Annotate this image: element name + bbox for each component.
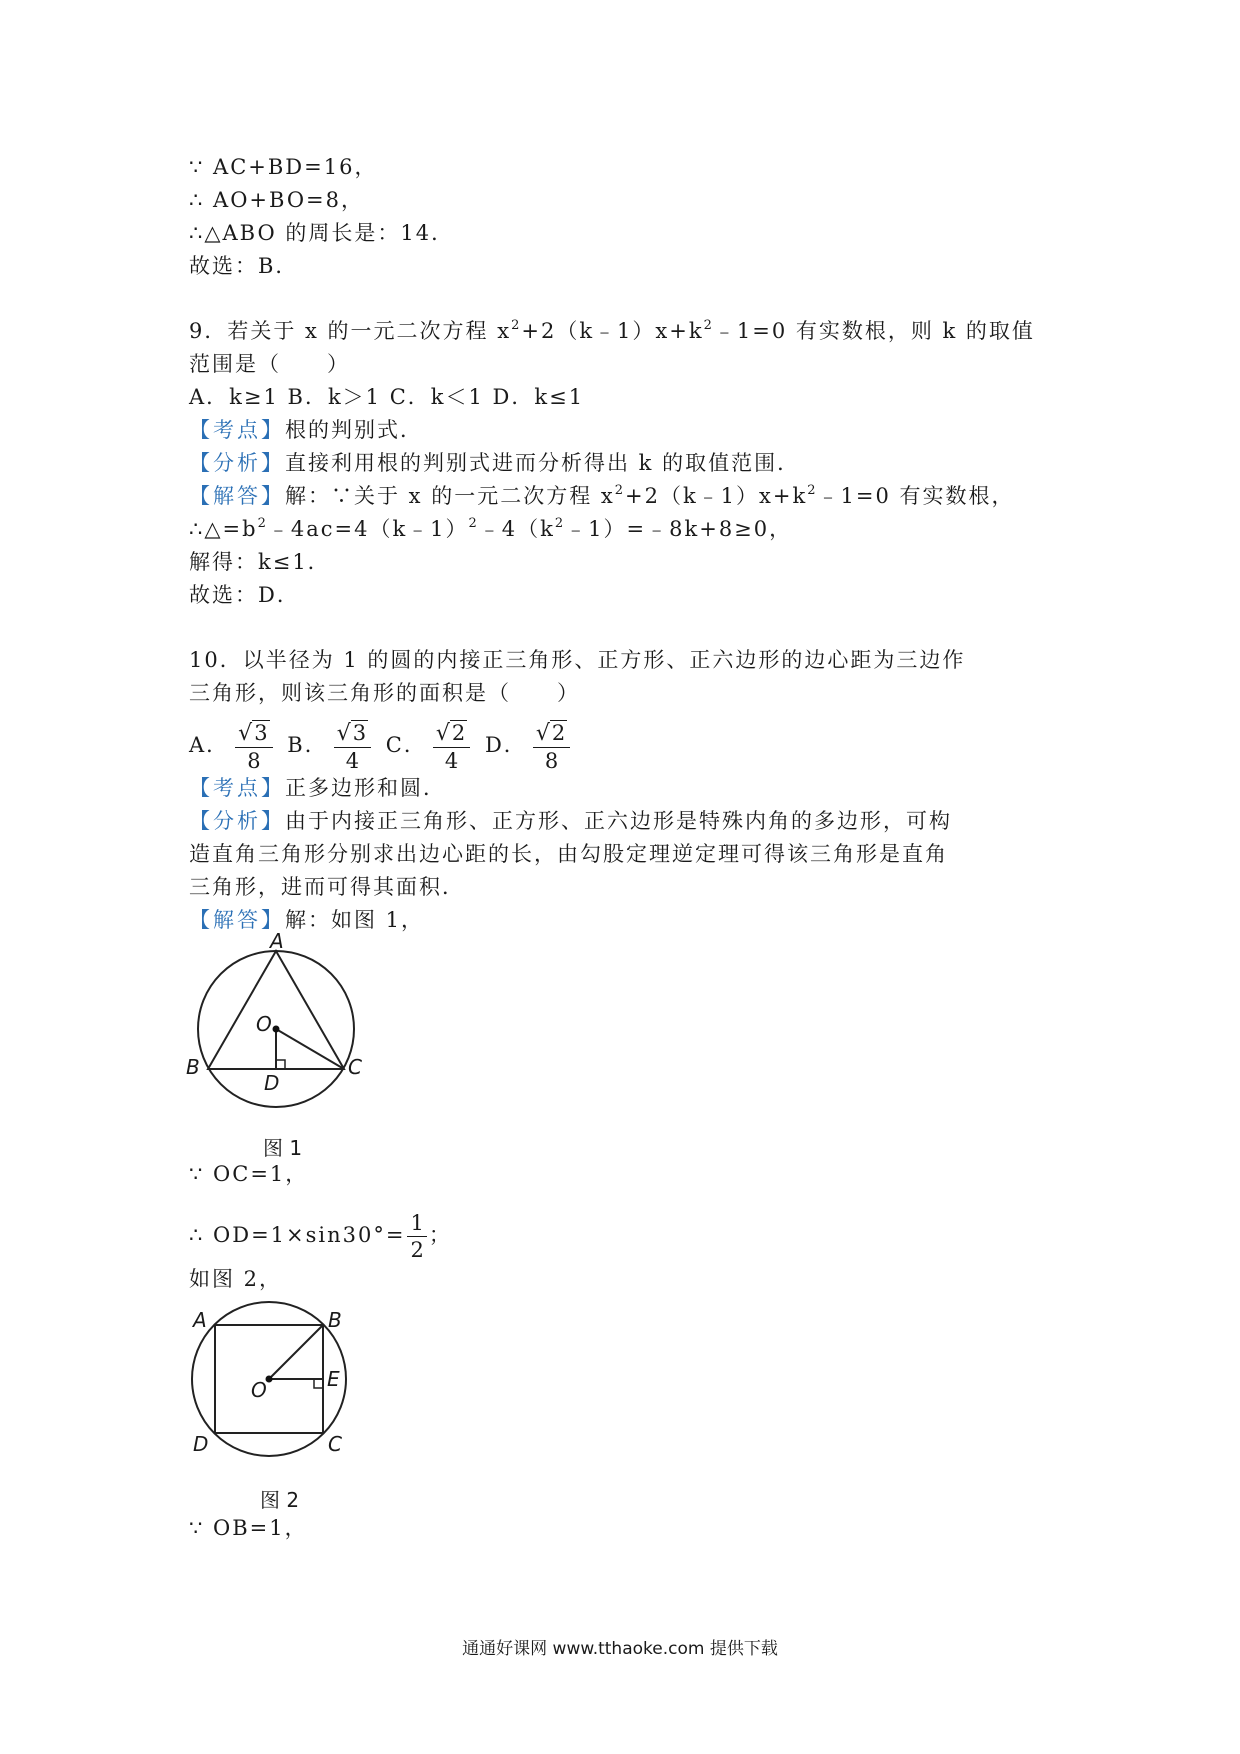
- option-c-fraction: [433, 720, 470, 774]
- denominator: 8: [544, 748, 559, 773]
- option-c-label: C．: [385, 733, 427, 757]
- question-10-line1: 10．以半径为 1 的圆的内接正三角形、正方形、正六边形的边心距为三边作: [189, 648, 966, 672]
- fig2-label-o: O: [251, 1378, 267, 1402]
- denominator: 4: [345, 748, 360, 773]
- q9-delta-b: ﹣4ac=4（k﹣1）: [267, 517, 469, 541]
- tag-jieda: 【解答】: [189, 484, 285, 508]
- q9-text-b: +2（k﹣1）x+k: [521, 319, 704, 343]
- q10-fenxi-line2: 造直角三角形分别求出边心距的长，由勾股定理逆定理可得该三角形是直角: [189, 842, 948, 866]
- fig2-label-e: E: [327, 1367, 340, 1391]
- q9-jieda-b: +2（k﹣1）x+k: [625, 484, 808, 508]
- figure-1-caption: 图 1: [263, 1136, 303, 1160]
- numerator: 1: [407, 1210, 426, 1237]
- option-b-label: B．: [287, 733, 328, 757]
- q10-fenxi-line1: [189, 807, 952, 835]
- radical-sign: √: [435, 720, 450, 746]
- fig1-label-d: D: [264, 1071, 280, 1095]
- text-line-ac-bd: ∵ AC+BD=16，: [189, 155, 378, 179]
- radicand: 3: [352, 720, 367, 745]
- question-10-options: [189, 715, 576, 775]
- text-line-oc: ∵ OC=1，: [189, 1162, 309, 1186]
- tag-kaodian: 【考点】: [189, 418, 285, 442]
- q9-jieda: [189, 482, 1015, 510]
- q9-delta: [189, 515, 792, 543]
- od-text: ∴ OD=1×sin30°=: [189, 1223, 406, 1247]
- radical-sign: √: [336, 720, 351, 746]
- superscript: 2: [807, 483, 818, 498]
- question-9-options: A．k≥1 B．k＞1 C．k＜1 D．k≤1: [189, 385, 585, 409]
- text-line-fig2: 如图 2，: [189, 1267, 283, 1291]
- question-9-line2: 范围是（ ）: [189, 352, 350, 376]
- right-angle-mark: [314, 1379, 323, 1388]
- q10-kaodian-text: 正多边形和圆．: [285, 776, 446, 800]
- fig2-label-d: D: [193, 1432, 209, 1456]
- radicand: 2: [551, 720, 566, 745]
- q9-delta-d: ﹣1）=﹣8k+8≥0，: [565, 517, 793, 541]
- superscript: 2: [554, 516, 566, 531]
- fig1-label-b: B: [186, 1055, 200, 1079]
- superscript: 2: [468, 516, 479, 531]
- superscript: 2: [257, 516, 268, 531]
- fig2-label-b: B: [328, 1308, 342, 1332]
- page-footer: 通通好课网 www.tthaoke.com 提供下载: [462, 1639, 778, 1659]
- superscript: 2: [614, 483, 625, 498]
- segment-oc: [276, 1029, 344, 1069]
- figure-2-caption: 图 2: [260, 1488, 300, 1512]
- question-10-line2: 三角形，则该三角形的面积是（ ）: [189, 681, 580, 705]
- q9-text-a: 9．若关于 x 的一元二次方程 x: [189, 319, 512, 343]
- segment-ob: [269, 1325, 323, 1379]
- superscript: 2: [703, 318, 714, 333]
- option-a-fraction: [235, 720, 272, 774]
- q10-fenxi-line3: 三角形，进而可得其面积．: [189, 875, 465, 899]
- q10-fenxi-text1: 由于内接正三角形、正方形、正六边形是特殊内角的多边形，可构: [285, 809, 952, 833]
- q10-jieda: [189, 906, 424, 934]
- fig2-label-c: C: [328, 1432, 342, 1456]
- tag-jieda: 【解答】: [189, 908, 285, 932]
- fig1-label-a: A: [270, 929, 284, 953]
- superscript: 2: [511, 318, 522, 333]
- q9-delta-a: ∴△=b: [189, 517, 258, 541]
- option-d-fraction: [533, 720, 570, 774]
- q9-kaodian-text: 根的判别式．: [285, 418, 423, 442]
- figure-1-diagram: [186, 935, 366, 1125]
- radicand: 2: [451, 720, 466, 745]
- text-line-od: [189, 1207, 452, 1263]
- q10-kaodian: [189, 774, 446, 802]
- q9-answer: 故选：D．: [189, 583, 300, 607]
- q9-jieda-c: ﹣1=0 有实数根，: [817, 484, 1015, 508]
- tag-kaodian: 【考点】: [189, 776, 285, 800]
- q9-kaodian: [189, 416, 423, 444]
- option-d-label: D．: [484, 733, 527, 757]
- tag-fenxi: 【分析】: [189, 809, 285, 833]
- q9-fenxi-text: 直接利用根的判别式进而分析得出 k 的取值范围．: [285, 451, 801, 475]
- text-line-perimeter: ∴△ABO 的周长是：14．: [189, 221, 455, 245]
- center-point: [273, 1026, 280, 1033]
- right-angle-mark: [276, 1060, 285, 1069]
- text-line-ob: ∵ OB=1，: [189, 1516, 308, 1540]
- denominator: 2: [410, 1238, 424, 1262]
- option-a-label: A．: [189, 733, 230, 757]
- fig2-label-a: A: [193, 1308, 207, 1332]
- tag-fenxi: 【分析】: [189, 451, 285, 475]
- q9-solve: 解得：k≤1．: [189, 550, 331, 574]
- fig1-label-c: C: [348, 1055, 362, 1079]
- denominator: 4: [444, 748, 459, 773]
- od-suffix: ；: [428, 1223, 452, 1247]
- radical-sign: √: [238, 720, 253, 746]
- q9-fenxi: [189, 449, 800, 477]
- q9-delta-c: ﹣4（k: [478, 517, 555, 541]
- one-half-fraction: [407, 1210, 426, 1263]
- denominator: 8: [247, 748, 261, 773]
- radicand: 3: [254, 720, 268, 745]
- radical-sign: √: [535, 720, 550, 746]
- text-line-ao-bo: ∴ AO+BO=8，: [189, 188, 365, 212]
- fig1-label-o: O: [256, 1012, 272, 1036]
- text-line-answer-b: 故选：B．: [189, 254, 299, 278]
- q9-text-c: ﹣1=0 有实数根，则 k 的取值: [713, 319, 1035, 343]
- q10-jieda-text: 解：如图 1，: [285, 908, 425, 932]
- q9-jieda-a: 解：∵关于 x 的一元二次方程 x: [285, 484, 615, 508]
- question-9-line1: [189, 317, 1035, 345]
- option-b-fraction: [334, 720, 371, 774]
